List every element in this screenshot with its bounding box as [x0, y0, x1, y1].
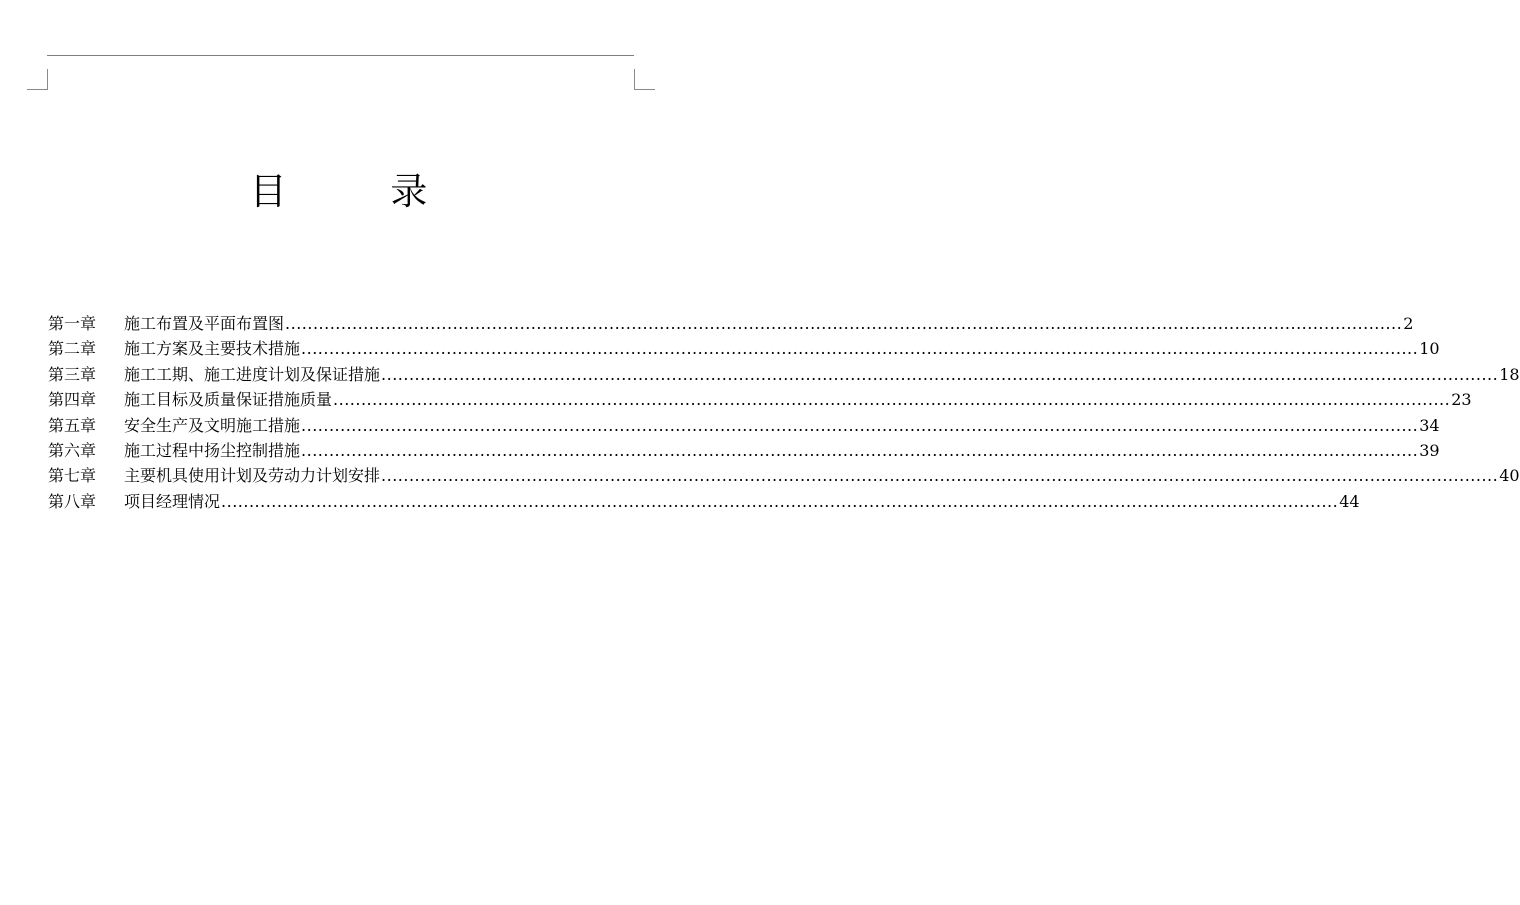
toc-title: 项目经理情况	[124, 491, 221, 511]
toc-page-number: 39	[1419, 440, 1440, 460]
toc-leader-dots: ........................................................................................................................................................................................................	[381, 466, 1499, 486]
toc-leader-dots: ........................................................................................................................................................................................................	[301, 339, 1419, 359]
toc-page-number: 34	[1419, 415, 1440, 435]
toc-chapter: 第二章	[48, 339, 97, 359]
toc-page-number: 40	[1499, 466, 1520, 486]
toc-leader-dots: ........................................................................................................................................................................................................	[333, 390, 1451, 410]
margin-corner-mark-left	[27, 69, 48, 90]
toc-page-number: 23	[1451, 390, 1472, 410]
toc-page-number: 44	[1339, 491, 1360, 511]
toc-title: 施工布置及平面布置图	[124, 314, 285, 333]
toc-title: 施工目标及质量保证措施质量	[124, 390, 333, 410]
toc-title: 施工方案及主要技术措施	[124, 339, 301, 359]
toc-leader-dots: ........................................................................................................................................................................................................	[221, 491, 1339, 511]
toc-entry-7[interactable]	[48, 463, 1520, 488]
toc-page-number: 2	[1403, 314, 1414, 333]
toc-entry-1[interactable]	[48, 311, 1414, 336]
header-rule	[47, 55, 634, 56]
toc-chapter: 第五章	[48, 415, 97, 435]
toc-entry-3[interactable]	[48, 362, 1520, 387]
toc-title: 施工工期、施工进度计划及保证措施	[124, 364, 381, 384]
margin-corner-mark-right	[634, 69, 655, 90]
toc-chapter: 第七章	[48, 466, 97, 486]
toc-entry-8[interactable]	[48, 489, 1360, 514]
toc-entry-6[interactable]	[48, 438, 1440, 463]
toc-chapter: 第一章	[48, 314, 97, 333]
toc-title: 主要机具使用计划及劳动力计划安排	[124, 466, 381, 486]
toc-entry-5[interactable]	[48, 413, 1440, 438]
page-title: 目 录	[249, 170, 474, 213]
toc-leader-dots: ........................................................................................................................................................................................................	[301, 440, 1419, 460]
toc-leader-dots: ........................................................................................................................................................................................................	[381, 364, 1499, 384]
toc-entry-2[interactable]	[48, 336, 1440, 361]
toc-chapter: 第六章	[48, 440, 97, 460]
table-of-contents	[48, 311, 1520, 514]
toc-chapter: 第八章	[48, 491, 97, 511]
toc-page-number: 10	[1419, 339, 1440, 359]
toc-title: 安全生产及文明施工措施	[124, 415, 301, 435]
toc-chapter: 第三章	[48, 364, 97, 384]
toc-title: 施工过程中扬尘控制措施	[124, 440, 301, 460]
toc-leader-dots: ........................................................................................................................................................................................................	[301, 415, 1419, 435]
toc-chapter: 第四章	[48, 390, 97, 410]
toc-entry-4[interactable]	[48, 387, 1472, 412]
toc-leader-dots: ........................................................................................................................................................................................................	[285, 314, 1403, 333]
toc-page-number: 18	[1499, 364, 1520, 384]
